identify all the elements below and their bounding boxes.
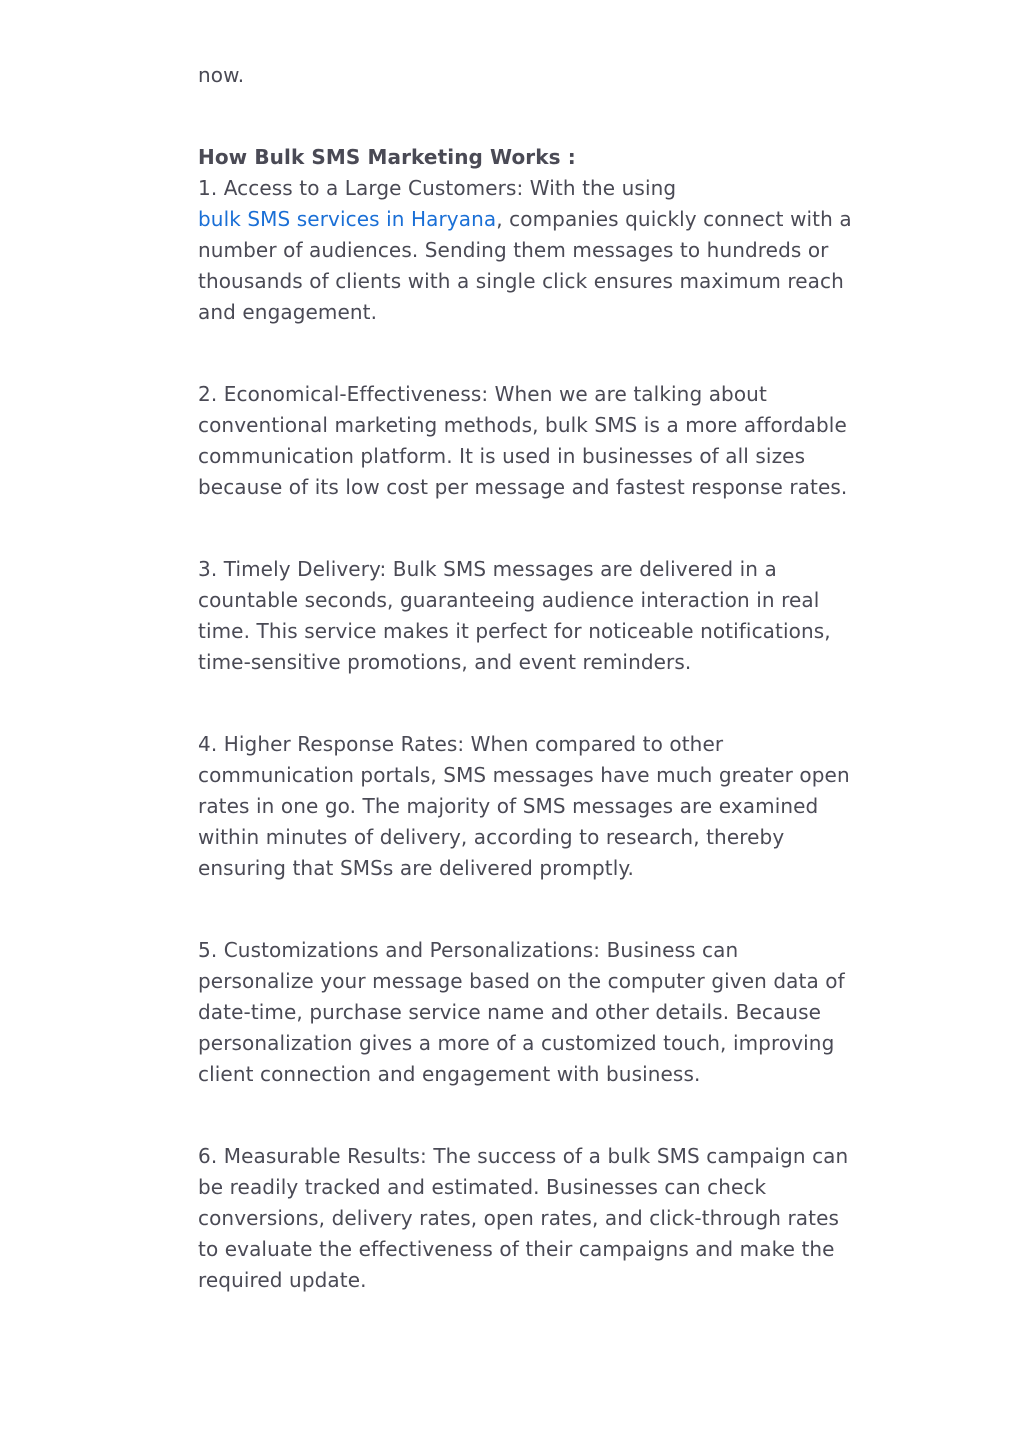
spacer [198,884,858,935]
intro-tail-text: now. [198,63,245,87]
point-2-paragraph: 2. Economical-Effectiveness: When we are talking about conventional marketing methods, bulk SMS is a more affordable communication platform. It is used in businesses of all sizes because of its low cost per message and fastest response rates. [198,382,848,499]
spacer [198,328,858,379]
point-3-paragraph: 3. Timely Delivery: Bulk SMS messages are delivered in a countable seconds, guaranteeing audience interaction in real time. This service makes it perfect for noticeable notifications, time-sensitive promotions, and event reminders. [198,557,831,674]
spacer [198,503,858,554]
spacer [198,91,858,142]
spacer [198,1090,858,1141]
section-heading: How Bulk SMS Marketing Works : [198,145,576,169]
point-1-lead: 1. Access to a Large Customers: With the using [198,176,677,200]
bulk-sms-haryana-link[interactable]: bulk SMS services in Haryana [198,207,497,231]
point-5-paragraph: 5. Customizations and Personalizations: Business can personalize your message based on the computer given data of date-time, purchase service name and other details. Because personalization gives a more of a customized touch, improving client connection and engagement with business. [198,938,845,1086]
document-body [198,60,858,1296]
point-1-paragraph [198,173,858,328]
point-4-paragraph: 4. Higher Response Rates: When compared to other communication portals, SMS messages have much greater open rates in one go. The majority of SMS messages are examined within minutes of delivery, according to research, thereby ensuring that SMSs are delivered promptly. [198,732,850,880]
spacer [198,678,858,729]
point-1-rest: , companies quickly connect with a number of audiences. Sending them messages to hundreds or thousands of clients with a single click ensures maximum reach and engagement. [198,207,852,324]
point-6-paragraph: 6. Measurable Results: The success of a bulk SMS campaign can be readily tracked and estimated. Businesses can check conversions, delivery rates, open rates, and click-through rates to evaluate the effectiveness of their campaigns and make the required update. [198,1144,849,1292]
